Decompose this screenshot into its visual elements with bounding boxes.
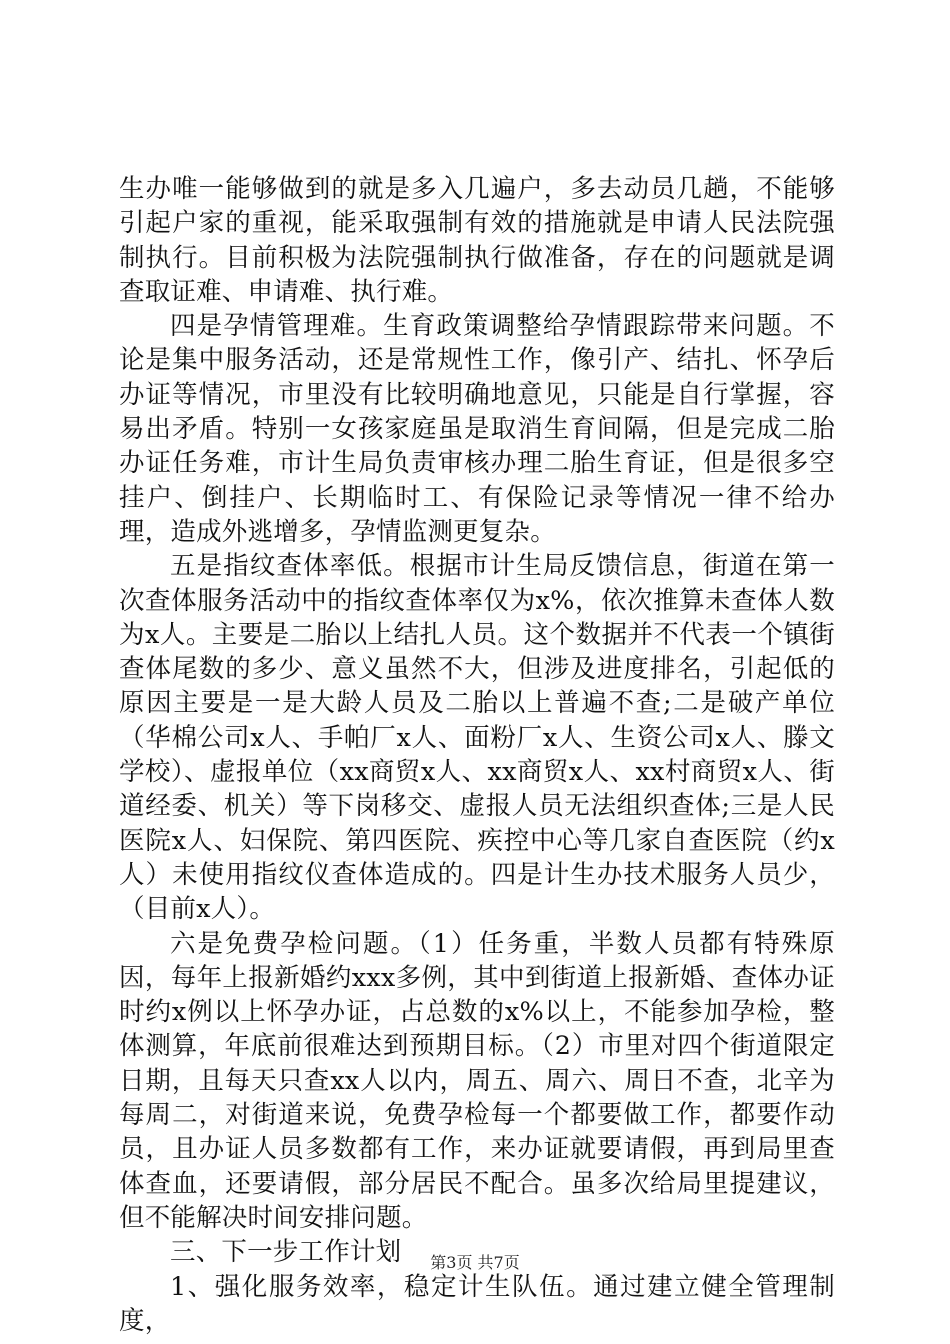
paragraph-plan-item-1: 1、强化服务效率，稳定计生队伍。通过建立健全管理制度， — [119, 1271, 835, 1336]
paragraph-fingerprint-checkup: 五是指纹查体率低。根据市计生局反馈信息，街道在第一次查体服务活动中的指纹查体率仅为x%，依次推算未查体人数为x人。主要是二胎以上结扎人员。这个数据并不代表一个镇街查体尾数的多少、意义虽然不大，但涉及进度排名，引起低的原因主要是一是大龄人员及二胎以上普遍不查;二是破产单位（华棉公司x人、手帕厂x人、面粉厂x人、生资公司x人、滕文学校）、虚报单位（xx商贸x人、xx商贸x人、xx村商贸x人、街道经委、机关）等下岗移交、虚报人员无法组织查体;三是人民医院x人、妇保院、第四医院、疾控中心等几家自查医院（约x人）未使用指纹仪查体造成的。四是计生办技术服务人员少，（目前x人）。 — [119, 551, 835, 925]
paragraph-continuation: 生办唯一能够做到的就是多入几遍户，多去动员几趟，不能够引起户家的重视，能采取强制有效的措施就是申请人民法院强制执行。目前积极为法院强制执行做准备，存在的问题就是调查取证难、申请难、执行难。 — [119, 174, 835, 307]
paragraph-pregnancy-management: 四是孕情管理难。生育政策调整给孕情跟踪带来问题。不论是集中服务活动，还是常规性工作，像引产、结扎、怀孕后办证等情况，市里没有比较明确地意见，只能是自行掌握，容易出矛盾。特别一女孩家庭虽是取消生育间隔，但是完成二胎办证任务难，市计生局负责审核办理二胎生育证，但是很多空挂户、倒挂户、长期临时工、有保险记录等情况一律不给办理，造成外逃增多，孕情监测更复杂。 — [119, 311, 835, 547]
document-body — [119, 172, 835, 1338]
page-number: 第3页 共7页 — [430, 1253, 520, 1272]
section-heading-next-steps: 三、下一步工作计划 — [170, 1237, 402, 1268]
page-footer — [0, 1252, 950, 1274]
paragraph-free-pregnancy-check: 六是免费孕检问题。（1）任务重，半数人员都有特殊原因，每年上报新婚约xxx多例，其中到街道上报新婚、查体办证时约x例以上怀孕办证，占总数的x%以上，不能参加孕检，整体测算，年底前很难达到预期目标。（2）市里对四个街道限定日期，且每天只查xx人以内，周五、周六、周日不查，北辛为每周二，对街道来说，免费孕检每一个都要做工作，都要作动员，且办证人员多数都有工作，来办证就要请假，再到局里查体查血，还要请假，部分居民不配合。虽多次给局里提建议，但不能解决时间安排问题。 — [119, 928, 835, 1233]
